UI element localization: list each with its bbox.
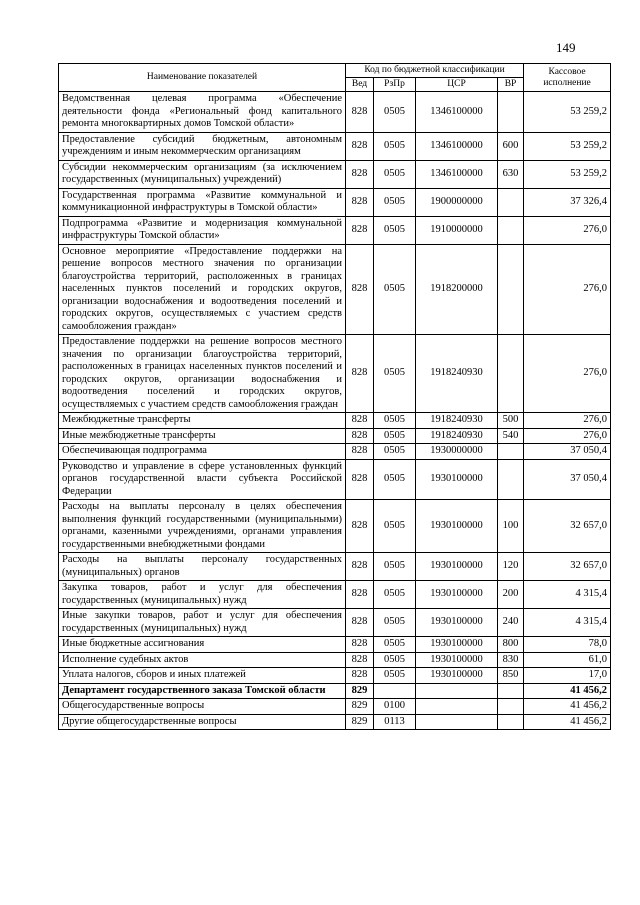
row-vr: 850 bbox=[498, 668, 524, 684]
row-vr: 240 bbox=[498, 609, 524, 637]
row-csr: 1918240930 bbox=[416, 428, 498, 444]
row-vr bbox=[498, 216, 524, 244]
table-row bbox=[59, 668, 611, 684]
table-header bbox=[59, 64, 611, 92]
row-amount: 53 259,2 bbox=[524, 160, 611, 188]
row-rzpr: 0505 bbox=[374, 581, 416, 609]
row-amount: 17,0 bbox=[524, 668, 611, 684]
header-rzpr: РзПр bbox=[374, 78, 416, 92]
row-vr bbox=[498, 444, 524, 460]
row-rzpr: 0505 bbox=[374, 216, 416, 244]
row-amount: 41 456,2 bbox=[524, 714, 611, 730]
row-ved: 828 bbox=[346, 459, 374, 500]
table-row bbox=[59, 699, 611, 715]
table-row bbox=[59, 581, 611, 609]
row-csr: 1930100000 bbox=[416, 553, 498, 581]
row-rzpr: 0505 bbox=[374, 413, 416, 429]
row-ved: 829 bbox=[346, 699, 374, 715]
row-ved: 828 bbox=[346, 637, 374, 653]
row-amount: 4 315,4 bbox=[524, 609, 611, 637]
row-vr bbox=[498, 714, 524, 730]
row-rzpr: 0505 bbox=[374, 92, 416, 133]
row-amount: 37 326,4 bbox=[524, 188, 611, 216]
row-ved: 828 bbox=[346, 160, 374, 188]
row-name: Предоставление субсидий бюджетным, автономным учреждениям и иным некоммерческим организациям bbox=[59, 132, 346, 160]
row-rzpr: 0505 bbox=[374, 160, 416, 188]
row-rzpr: 0505 bbox=[374, 553, 416, 581]
table-row bbox=[59, 652, 611, 668]
row-name: Закупка товаров, работ и услуг для обеспечения государственных (муниципальных) нужд bbox=[59, 581, 346, 609]
row-name: Иные закупки товаров, работ и услуг для обеспечения государственных (муниципальных) нужд bbox=[59, 609, 346, 637]
row-name: Расходы на выплаты персоналу в целях обеспечения выполнения функций государственными (муниципальными) органами, казенными учреждениями, органами управления государственными внебюджетными фондами bbox=[59, 500, 346, 553]
row-rzpr: 0505 bbox=[374, 668, 416, 684]
row-rzpr: 0505 bbox=[374, 609, 416, 637]
header-ved: Вед bbox=[346, 78, 374, 92]
table-row bbox=[59, 428, 611, 444]
table-row bbox=[59, 132, 611, 160]
row-ved: 828 bbox=[346, 188, 374, 216]
row-csr bbox=[416, 683, 498, 699]
row-ved: 828 bbox=[346, 444, 374, 460]
row-vr bbox=[498, 699, 524, 715]
row-name: Ведомственная целевая программа «Обеспечение деятельности фонда «Региональный фонд капитального ремонта многоквартирных домов Томской области» bbox=[59, 92, 346, 133]
row-amount: 276,0 bbox=[524, 244, 611, 335]
row-csr: 1918200000 bbox=[416, 244, 498, 335]
header-code-group: Код по бюджетной классификации bbox=[346, 64, 524, 78]
table-row bbox=[59, 500, 611, 553]
row-csr: 1930100000 bbox=[416, 500, 498, 553]
table-row bbox=[59, 609, 611, 637]
table-body bbox=[59, 92, 611, 730]
row-vr bbox=[498, 683, 524, 699]
row-name: Предоставление поддержки на решение вопросов местного значения по организации благоустройства территорий, расположенных в границах населенных пунктов поселений и городских округов, организации водоснабжения и водоотведения поселений и городских округов, осуществляемых с участием средств самообложения граждан bbox=[59, 335, 346, 413]
row-ved: 829 bbox=[346, 714, 374, 730]
row-name: Субсидии некоммерческим организациям (за исключением государственных (муниципальных) учреждений) bbox=[59, 160, 346, 188]
row-name: Государственная программа «Развитие коммунальной и коммуникационной инфраструктуры в Томской области» bbox=[59, 188, 346, 216]
row-rzpr: 0100 bbox=[374, 699, 416, 715]
header-vr: ВР bbox=[498, 78, 524, 92]
row-rzpr: 0505 bbox=[374, 188, 416, 216]
row-rzpr: 0505 bbox=[374, 637, 416, 653]
row-amount: 41 456,2 bbox=[524, 699, 611, 715]
row-name: Иные бюджетные ассигнования bbox=[59, 637, 346, 653]
row-vr: 100 bbox=[498, 500, 524, 553]
row-csr: 1930100000 bbox=[416, 609, 498, 637]
header-name: Наименование показателей bbox=[59, 64, 346, 92]
row-csr: 1346100000 bbox=[416, 160, 498, 188]
row-ved: 829 bbox=[346, 683, 374, 699]
row-vr bbox=[498, 92, 524, 133]
row-vr: 800 bbox=[498, 637, 524, 653]
row-vr bbox=[498, 335, 524, 413]
row-name: Расходы на выплаты персоналу государственных (муниципальных) органов bbox=[59, 553, 346, 581]
table-row bbox=[59, 444, 611, 460]
row-vr: 600 bbox=[498, 132, 524, 160]
row-csr: 1930100000 bbox=[416, 459, 498, 500]
page-number: 149 bbox=[556, 40, 576, 55]
table-row bbox=[59, 459, 611, 500]
row-rzpr: 0505 bbox=[374, 444, 416, 460]
row-amount: 61,0 bbox=[524, 652, 611, 668]
row-ved: 828 bbox=[346, 244, 374, 335]
row-name: Руководство и управление в сфере установленных функций органов государственной власти субъекта Российской Федерации bbox=[59, 459, 346, 500]
row-ved: 828 bbox=[346, 92, 374, 133]
row-amount: 276,0 bbox=[524, 413, 611, 429]
row-amount: 32 657,0 bbox=[524, 553, 611, 581]
row-vr: 120 bbox=[498, 553, 524, 581]
row-csr: 1346100000 bbox=[416, 132, 498, 160]
row-name: Межбюджетные трансферты bbox=[59, 413, 346, 429]
row-vr: 540 bbox=[498, 428, 524, 444]
row-amount: 53 259,2 bbox=[524, 132, 611, 160]
row-ved: 828 bbox=[346, 581, 374, 609]
row-csr: 1930100000 bbox=[416, 668, 498, 684]
row-vr bbox=[498, 244, 524, 335]
table-row bbox=[59, 714, 611, 730]
row-name: Общегосударственные вопросы bbox=[59, 699, 346, 715]
row-rzpr: 0505 bbox=[374, 500, 416, 553]
row-name: Подпрограмма «Развитие и модернизация коммунальной инфраструктуры Томской области» bbox=[59, 216, 346, 244]
row-amount: 4 315,4 bbox=[524, 581, 611, 609]
row-rzpr bbox=[374, 683, 416, 699]
row-name: Исполнение судебных актов bbox=[59, 652, 346, 668]
row-name: Уплата налогов, сборов и иных платежей bbox=[59, 668, 346, 684]
row-amount: 32 657,0 bbox=[524, 500, 611, 553]
row-amount: 37 050,4 bbox=[524, 444, 611, 460]
table-row bbox=[59, 335, 611, 413]
table-row bbox=[59, 188, 611, 216]
row-csr: 1918240930 bbox=[416, 413, 498, 429]
row-csr: 1930000000 bbox=[416, 444, 498, 460]
header-csr: ЦСР bbox=[416, 78, 498, 92]
header-cash: Кассовое исполнение bbox=[524, 64, 611, 92]
row-vr: 630 bbox=[498, 160, 524, 188]
row-ved: 828 bbox=[346, 500, 374, 553]
row-ved: 828 bbox=[346, 553, 374, 581]
row-rzpr: 0505 bbox=[374, 244, 416, 335]
row-amount: 41 456,2 bbox=[524, 683, 611, 699]
table-row bbox=[59, 413, 611, 429]
table-row bbox=[59, 637, 611, 653]
row-rzpr: 0505 bbox=[374, 132, 416, 160]
row-amount: 276,0 bbox=[524, 428, 611, 444]
row-rzpr: 0505 bbox=[374, 428, 416, 444]
row-name: Иные межбюджетные трансферты bbox=[59, 428, 346, 444]
row-rzpr: 0505 bbox=[374, 335, 416, 413]
row-ved: 828 bbox=[346, 609, 374, 637]
row-name: Департамент государственного заказа Томской области bbox=[59, 683, 346, 699]
row-vr bbox=[498, 188, 524, 216]
row-name: Основное мероприятие «Предоставление поддержки на решение вопросов местного значения по организации благоустройства территорий, расположенных в границах населенных пунктов поселений и городских округов, организации водоснабжения и водоотведения поселений и городских округов, осуществляемых с участием средств самообложения граждан» bbox=[59, 244, 346, 335]
row-csr: 1910000000 bbox=[416, 216, 498, 244]
row-amount: 78,0 bbox=[524, 637, 611, 653]
table-row bbox=[59, 92, 611, 133]
row-csr: 1930100000 bbox=[416, 637, 498, 653]
row-csr: 1900000000 bbox=[416, 188, 498, 216]
row-ved: 828 bbox=[346, 216, 374, 244]
row-vr bbox=[498, 459, 524, 500]
row-ved: 828 bbox=[346, 413, 374, 429]
row-name: Обеспечивающая подпрограмма bbox=[59, 444, 346, 460]
row-ved: 828 bbox=[346, 668, 374, 684]
row-vr: 500 bbox=[498, 413, 524, 429]
table-row bbox=[59, 160, 611, 188]
row-ved: 828 bbox=[346, 132, 374, 160]
row-csr: 1930100000 bbox=[416, 652, 498, 668]
row-rzpr: 0505 bbox=[374, 652, 416, 668]
row-rzpr: 0113 bbox=[374, 714, 416, 730]
row-name: Другие общегосударственные вопросы bbox=[59, 714, 346, 730]
row-csr: 1918240930 bbox=[416, 335, 498, 413]
table-row bbox=[59, 553, 611, 581]
table-row bbox=[59, 216, 611, 244]
row-ved: 828 bbox=[346, 652, 374, 668]
row-vr: 830 bbox=[498, 652, 524, 668]
table-row bbox=[59, 244, 611, 335]
row-amount: 53 259,2 bbox=[524, 92, 611, 133]
row-csr bbox=[416, 714, 498, 730]
table-row bbox=[59, 683, 611, 699]
row-ved: 828 bbox=[346, 428, 374, 444]
row-vr: 200 bbox=[498, 581, 524, 609]
row-csr: 1346100000 bbox=[416, 92, 498, 133]
budget-table bbox=[58, 63, 611, 730]
row-csr: 1930100000 bbox=[416, 581, 498, 609]
row-amount: 276,0 bbox=[524, 335, 611, 413]
row-amount: 276,0 bbox=[524, 216, 611, 244]
row-csr bbox=[416, 699, 498, 715]
row-rzpr: 0505 bbox=[374, 459, 416, 500]
row-ved: 828 bbox=[346, 335, 374, 413]
row-amount: 37 050,4 bbox=[524, 459, 611, 500]
